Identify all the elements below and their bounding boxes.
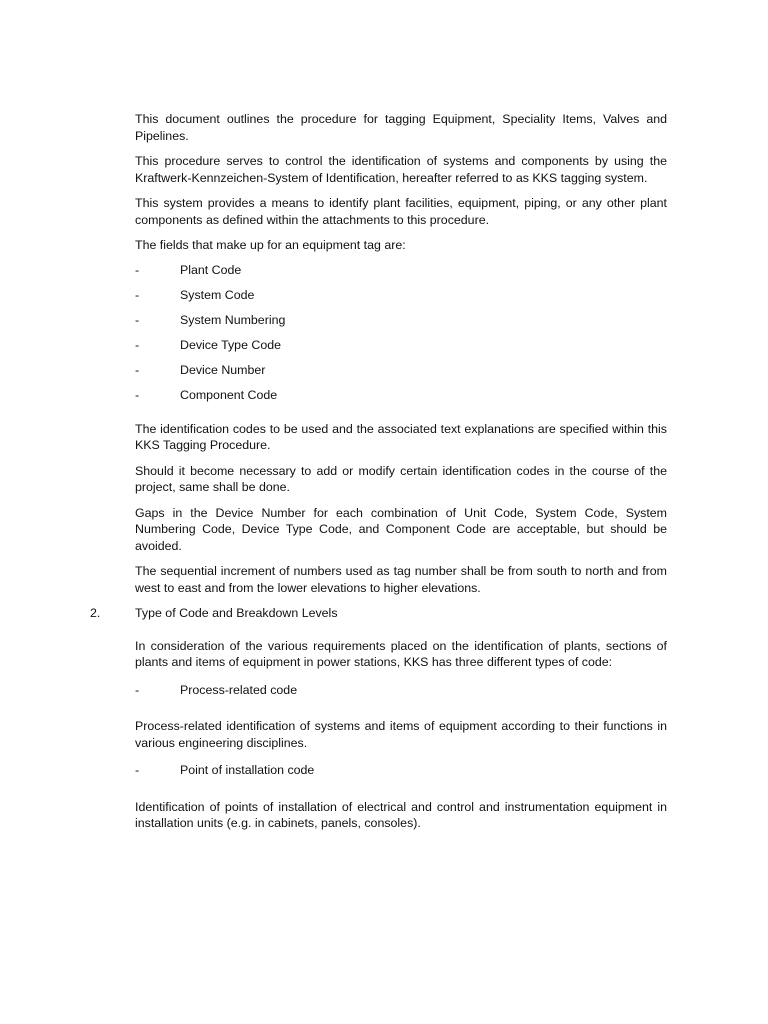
bullet-dash: - [135, 287, 140, 302]
bullet-dash: - [135, 387, 140, 402]
bullet-dash: - [135, 312, 140, 327]
code-type-description: Identification of points of installation of electrical and control and instrumentation equipment in installation units (e.g. in cabinets, panels, consoles). [135, 799, 667, 830]
tag-field-label: System Numbering [180, 312, 286, 327]
bullet-dash: - [135, 262, 140, 277]
list-item [135, 287, 667, 312]
middle-paragraph-1: The identification codes to be used and the associated text explanations are specified within this KKS Tagging Procedure. [135, 421, 667, 452]
code-type-label: Point of installation code [180, 763, 315, 777]
list-item [135, 312, 667, 337]
intro-paragraph-3: This system provides a means to identify plant facilities, equipment, piping, or any other plant components as defined within the attachments to this procedure. [135, 196, 667, 227]
tag-fields-intro: The fields that make up for an equipment tag are: [135, 238, 406, 252]
bullet-dash: - [135, 763, 140, 777]
tag-field-label: Component Code [180, 387, 278, 402]
bullet-dash: - [135, 682, 140, 697]
middle-paragraph-2: Should it become necessary to add or modify certain identification codes in the course of the project, same shall be done. [135, 463, 667, 494]
code-type-description: Process-related identification of systems and items of equipment according to their functions in various engineering disciplines. [135, 719, 667, 750]
tag-field-label: System Code [180, 287, 255, 302]
list-item [135, 337, 667, 362]
middle-paragraph-3: Gaps in the Device Number for each combination of Unit Code, System Code, System Numbering Code, Device Type Code, and Component Code are acceptable, but should be avoided. [135, 505, 667, 553]
intro-paragraph-1: This document outlines the procedure for tagging Equipment, Speciality Items, Valves and Pipelines. [135, 112, 667, 143]
list-item [135, 262, 667, 287]
code-type-label: Process-related code [180, 682, 298, 697]
section-heading [90, 605, 667, 622]
bullet-dash: - [135, 362, 140, 377]
tag-fields-list [135, 262, 667, 412]
document-body [90, 111, 667, 841]
tag-field-label: Device Number [180, 362, 266, 377]
tag-field-label: Plant Code [180, 262, 242, 277]
tag-field-label: Device Type Code [180, 337, 282, 352]
section-intro: In consideration of the various requirements placed on the identification of plants, sections of plants and items of equipment in power stations, KKS has three different types of code: [135, 638, 667, 669]
code-type-bullet [135, 682, 667, 699]
section-title: Type of Code and Breakdown Levels [135, 606, 338, 620]
middle-paragraph-4: The sequential increment of numbers used as tag number shall be from south to north and from west to east and from the lower elevations to higher elevations. [135, 564, 667, 595]
code-type-bullet [135, 762, 667, 779]
list-item [135, 387, 667, 412]
intro-paragraph-2: This procedure serves to control the identification of systems and components by using the Kraftwerk-Kennzeichen-System of Identification, hereafter referred to as KKS tagging system. [135, 154, 667, 185]
section-number: 2. [90, 606, 101, 620]
bullet-dash: - [135, 337, 140, 352]
list-item [135, 362, 667, 387]
